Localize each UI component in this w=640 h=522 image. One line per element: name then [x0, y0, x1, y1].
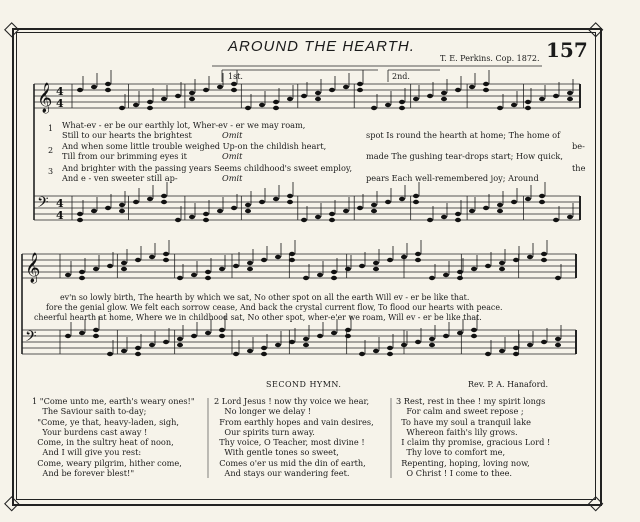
staff-1-treble-note-33 — [539, 97, 545, 101]
staff-2-bass-clef: 𝄢 — [25, 328, 37, 349]
staff-2-treble-note-32 — [513, 258, 519, 262]
staff-1-treble-chord-note-17 — [315, 97, 321, 101]
corner-ornament-tr: ◇ — [588, 16, 604, 40]
staff-2-bass-note-29 — [471, 328, 477, 332]
staff-1-bass-note-33 — [539, 194, 545, 198]
staff-1-bass-note-21 — [371, 203, 377, 207]
staff-2-bass-note-32 — [513, 346, 519, 350]
staff-1-treble-clef: 𝄞 — [37, 83, 53, 113]
staff-2-bass-note-27 — [443, 334, 449, 338]
staff-2-treble-note-20 — [345, 267, 351, 271]
staff-1-treble-note-9 — [203, 88, 209, 92]
staff-2-treble-note-6 — [149, 255, 155, 259]
staff-1-bass-note-8 — [189, 215, 195, 219]
staff-2-treble-chord-note-34 — [541, 258, 547, 262]
omit-marker-2: Omit — [222, 151, 243, 161]
staff-2-treble-note-16 — [289, 252, 295, 256]
staff-1-treble-note-2 — [105, 82, 111, 86]
staff-1-bass-chord-note-15 — [287, 200, 293, 204]
staff-1-treble-note-13 — [259, 103, 265, 107]
staff-1-bass-note-16 — [301, 218, 307, 222]
lyric-s2-line-2: fore the genial glow. We felt each sorrow cease, And back the crystal current flow, To flood our hearts with peace. — [46, 303, 503, 312]
staff-1-treble-note-14 — [273, 100, 279, 104]
corner-ornament-tl: ◇ — [4, 16, 20, 40]
staff-1-treble-note-29 — [483, 82, 489, 86]
staff-2-treble-note-29 — [471, 267, 477, 271]
staff-2-bass-chord-note-35 — [555, 343, 561, 347]
staff-1-treble-note-35 — [567, 91, 573, 95]
staff-2-bass-note-4 — [121, 349, 127, 353]
staff-1-bass-chord-note-9 — [203, 218, 209, 222]
staff-2-treble-chord-note-25 — [415, 258, 421, 262]
staff-2-treble-note-15 — [275, 255, 281, 259]
staff-2-bass-note-7 — [163, 340, 169, 344]
staff-1-bass-time-top: 4 — [56, 197, 64, 210]
staff-2-bass-note-20 — [345, 328, 351, 332]
staff-1-treble-note-22 — [385, 103, 391, 107]
lyric-s1-ending-1: spot Is round the hearth at home; The home of — [366, 130, 561, 140]
staff-1-bass-note-12 — [245, 203, 251, 207]
staff-1-bass-note-32 — [525, 197, 531, 201]
staff-2-bass-note-0 — [65, 334, 71, 338]
staff-1-bass-note-6 — [161, 194, 167, 198]
staff-2-bass-note-22 — [373, 349, 379, 353]
staff-1-treble-note-34 — [553, 94, 559, 98]
staff-1-bass-chord-note-27 — [455, 218, 461, 222]
staff-1-bass-note-13 — [259, 200, 265, 204]
staff-2-bass-note-6 — [149, 343, 155, 347]
staff-1-bass-note-29 — [483, 206, 489, 210]
staff-1-bass-note-28 — [469, 209, 475, 213]
second-hymn-verse-1: 1 "Come unto me, earth's weary ones!" The Saviour saith to-day; "Come, ye that, heavy-laden, sigh, Your burdens cast away ! Come, in the sultry heat of noon, And I will give you rest: Come, weary pilgrim, hither come, And be forever blest!" — [32, 396, 195, 479]
staff-1-bass-note-4 — [133, 200, 139, 204]
staff-2-treble-chord-note-13 — [247, 267, 253, 271]
staff-2-bass-note-23 — [387, 346, 393, 350]
staff-2-treble-note-28 — [457, 270, 463, 274]
staff-1-bass-note-5 — [147, 197, 153, 201]
staff-1-treble-note-11 — [231, 82, 237, 86]
staff-1-treble-note-4 — [133, 103, 139, 107]
staff-2-treble-note-12 — [233, 264, 239, 268]
staff-1-bass-note-1 — [91, 209, 97, 213]
staff-2-bass-chord-note-5 — [135, 352, 141, 356]
staff-1-treble-chord-note-32 — [525, 106, 531, 110]
staff-2-bass-chord-note-2 — [93, 334, 99, 338]
staff-2-bass-chord-note-32 — [513, 352, 519, 356]
staff-2-treble-chord-note-10 — [205, 276, 211, 280]
staff-2-treble-note-19 — [331, 270, 337, 274]
staff-2-bass-note-18 — [317, 334, 323, 338]
staff-1-treble-note-12 — [245, 106, 251, 110]
staff-1-treble-note-0 — [77, 88, 83, 92]
staff-2-treble-note-8 — [177, 276, 183, 280]
staff-1-bass-note-27 — [455, 212, 461, 216]
staff-2-treble-note-11 — [219, 267, 225, 271]
lyric-s2-line-1: ev'n so lowly birth, The hearth by which we sat, No other spot on all the earth Will ev - er be like that. — [60, 293, 470, 302]
staff-1-treble-note-10 — [217, 85, 223, 89]
staff-1-bass-note-17 — [315, 215, 321, 219]
lyric-s1-hyphen-1: be- — [572, 141, 585, 151]
staff-1-treble-time-top: 4 — [56, 85, 64, 98]
staff-2-treble-note-1 — [79, 270, 85, 274]
staff-1-bass-clef: 𝄢 — [37, 194, 49, 215]
staff-2-treble-chord-note-22 — [373, 267, 379, 271]
staff-2-treble-chord-note-31 — [499, 267, 505, 271]
staff-2-treble-note-24 — [401, 255, 407, 259]
staff-1-treble-note-15 — [287, 97, 293, 101]
staff-1-treble-chord-note-14 — [273, 106, 279, 110]
staff-2-treble-note-25 — [415, 252, 421, 256]
staff-1-bass-chord-note-21 — [371, 209, 377, 213]
staff-2-bass-note-16 — [289, 340, 295, 344]
staff-2-treble-note-34 — [541, 252, 547, 256]
staff-1-bass-note-26 — [441, 215, 447, 219]
lyric-s1-line-2: Still to our hearts the brightest — [62, 130, 192, 140]
staff-2-bass-note-2 — [93, 328, 99, 332]
staff-2-bass-note-17 — [303, 337, 309, 341]
staff-1-bass-note-15 — [287, 194, 293, 198]
staff-1-bass-note-14 — [273, 197, 279, 201]
staff-1-bass-time-bottom: 4 — [56, 209, 64, 222]
staff-1-bass-chord-note-24 — [413, 200, 419, 204]
staff-2-treble-clef: 𝄞 — [25, 253, 41, 283]
staff-1-bass-note-34 — [553, 218, 559, 222]
omit-marker-1: Omit — [222, 130, 243, 140]
staff-1-treble-note-23 — [399, 100, 405, 104]
lyric-s1-hyphen-2: the — [572, 163, 586, 173]
staff-2-bass-note-10 — [205, 331, 211, 335]
staff-2-bass-chord-note-20 — [345, 334, 351, 338]
second-hymn-author: Rev. P. A. Hanaford. — [468, 380, 549, 389]
staff-1-treble-note-27 — [455, 88, 461, 92]
staff-2-bass-note-28 — [457, 331, 463, 335]
staff-2-bass-note-21 — [359, 352, 365, 356]
staff-1-treble-chord-note-23 — [399, 106, 405, 110]
staff-2-treble-note-33 — [527, 255, 533, 259]
staff-1-bass-note-31 — [511, 200, 517, 204]
staff-2-treble-chord-note-16 — [289, 258, 295, 262]
lyric-s1-line-3: And when some little trouble weighed Up-on the childish heart, — [62, 141, 327, 151]
lyric-s1-ending-2: made The gushing tear-drops start; How quick, — [366, 151, 563, 161]
staff-1-bass-chord-note-12 — [245, 209, 251, 213]
second-hymn-verse-3: 3 Rest, rest in thee ! my spirit longs For calm and sweet repose ; To have my soul a tranquil lake Whereon faith's lily grows. I claim thy promise, gracious Lord ! Thy love to comfort me, Repenting, hoping, loving now, O Christ ! I come to thee. — [396, 396, 551, 479]
staff-2-bass-note-9 — [191, 334, 197, 338]
staff-1-treble-note-19 — [343, 85, 349, 89]
verse-number-3: 3 — [48, 167, 54, 176]
staff-2-treble-chord-note-1 — [79, 276, 85, 280]
staff-1-treble-chord-note-11 — [231, 88, 237, 92]
staff-2-treble-note-3 — [107, 264, 113, 268]
omit-marker-3: Omit — [222, 173, 243, 183]
staff-1-treble-chord-note-20 — [357, 88, 363, 92]
staff-1-bass-note-25 — [427, 218, 433, 222]
hymn-title: AROUND THE HEARTH. — [228, 38, 415, 55]
staff-2-treble-note-35 — [555, 276, 561, 280]
staff-1-treble-note-16 — [301, 94, 307, 98]
staff-1-bass-note-2 — [105, 206, 111, 210]
staff-1-treble-note-21 — [371, 106, 377, 110]
lyric-s1-ending-3: pears Each well-remembered joy; Around — [366, 173, 539, 183]
staff-1-treble-chord-note-8 — [189, 97, 195, 101]
staff-2-treble-note-9 — [191, 273, 197, 277]
staff-2-bass-note-3 — [107, 352, 113, 356]
staff-1-treble-note-30 — [497, 106, 503, 110]
staff-2-treble-note-26 — [429, 276, 435, 280]
staff-1-treble-note-3 — [119, 106, 125, 110]
staff-2-treble-note-27 — [443, 273, 449, 277]
verse-number-2: 2 — [48, 146, 54, 155]
hymn-author: T. E. Perkins. Cop. 1872. — [440, 54, 540, 63]
staff-2-bass-note-35 — [555, 337, 561, 341]
staff-2-treble-note-2 — [93, 267, 99, 271]
staff-2-treble-note-0 — [65, 273, 71, 277]
volta-second-label: 2nd. — [392, 72, 410, 81]
staff-2-treble-note-13 — [247, 261, 253, 265]
staff-2-treble-chord-note-19 — [331, 276, 337, 280]
staff-1-treble-note-31 — [511, 103, 517, 107]
lyric-s1-line-5: And brighter with the passing years Seems childhood's sweet employ, — [62, 163, 353, 173]
staff-2-bass-note-11 — [219, 328, 225, 332]
staff-1-bass-note-9 — [203, 212, 209, 216]
staff-2-treble-note-31 — [499, 261, 505, 265]
staff-2-bass-note-24 — [401, 343, 407, 347]
staff-2-treble-note-7 — [163, 252, 169, 256]
lyric-s1-line-1: What-ev - er be our earthly lot, Wher-ev - er we may roam, — [62, 120, 306, 130]
staff-2-treble-note-17 — [303, 276, 309, 280]
staff-2-treble-chord-note-4 — [121, 267, 127, 271]
staff-1-treble-note-1 — [91, 85, 97, 89]
staff-1-treble-note-18 — [329, 88, 335, 92]
staff-1-treble-note-7 — [175, 94, 181, 98]
staff-1-bass-note-20 — [357, 206, 363, 210]
staff-2-bass-note-8 — [177, 337, 183, 341]
staff-1-treble-chord-note-26 — [441, 97, 447, 101]
staff-2-bass-chord-note-14 — [261, 352, 267, 356]
staff-1-treble-chord-note-29 — [483, 88, 489, 92]
lyric-s1-line-4: Till from our brimming eyes it — [62, 151, 187, 161]
staff-1-treble-note-6 — [161, 97, 167, 101]
lyric-s1-line-6: And e - ven sweeter still ap- — [62, 173, 178, 183]
lyric-s2-line-3: cheerful hearth at home, Where we in childhood sat, No other spot, wher-e'er we roam, Will ev - er be like that. — [34, 313, 482, 322]
staff-2-treble-note-18 — [317, 273, 323, 277]
staff-1-treble-note-28 — [469, 85, 475, 89]
staff-1-bass-note-7 — [175, 218, 181, 222]
staff-1-treble-chord-note-35 — [567, 97, 573, 101]
second-hymn-title: SECOND HYMN. — [266, 380, 342, 389]
staff-1-treble-chord-note-5 — [147, 106, 153, 110]
staff-1-bass-chord-note-33 — [539, 200, 545, 204]
staff-1-bass-note-3 — [119, 203, 125, 207]
staff-2-treble-note-14 — [261, 258, 267, 262]
staff-2-treble-chord-note-7 — [163, 258, 169, 262]
staff-1-bass-note-22 — [385, 200, 391, 204]
staff-2-bass-chord-note-17 — [303, 343, 309, 347]
staff-2-bass-note-25 — [415, 340, 421, 344]
staff-2-treble-note-23 — [387, 258, 393, 262]
verse-number-1: 1 — [48, 124, 54, 133]
staff-2-bass-chord-note-8 — [177, 343, 183, 347]
staff-2-bass-note-5 — [135, 346, 141, 350]
staff-1-treble-note-20 — [357, 82, 363, 86]
staff-2-treble-note-4 — [121, 261, 127, 265]
staff-2-bass-note-30 — [485, 352, 491, 356]
volta-first-label: 1st. — [228, 72, 243, 81]
staff-1-bass-note-18 — [329, 212, 335, 216]
staff-1-bass-chord-note-0 — [77, 218, 83, 222]
staff-2-bass-note-13 — [247, 349, 253, 353]
page-number: 157 — [546, 38, 588, 62]
staff-1-bass-chord-note-3 — [119, 209, 125, 213]
corner-ornament-br: ◇ — [588, 490, 604, 514]
staff-2-bass-note-26 — [429, 337, 435, 341]
staff-2-bass-chord-note-29 — [471, 334, 477, 338]
staff-2-treble-chord-note-28 — [457, 276, 463, 280]
staff-1-treble-note-17 — [315, 91, 321, 95]
staff-1-bass-chord-note-30 — [497, 209, 503, 213]
staff-1-bass-note-0 — [77, 212, 83, 216]
staff-1-treble-note-8 — [189, 91, 195, 95]
staff-2-bass-note-15 — [275, 343, 281, 347]
staff-2-bass-note-1 — [79, 331, 85, 335]
staff-1-bass-note-30 — [497, 203, 503, 207]
staff-2-bass-chord-note-26 — [429, 343, 435, 347]
staff-1-treble-chord-note-2 — [105, 88, 111, 92]
staff-1-bass-chord-note-6 — [161, 200, 167, 204]
staff-2-bass-note-14 — [261, 346, 267, 350]
staff-2-treble-note-22 — [373, 261, 379, 265]
staff-1-bass-note-10 — [217, 209, 223, 213]
staff-1-bass-note-24 — [413, 194, 419, 198]
staff-1-bass-note-23 — [399, 197, 405, 201]
staff-1-treble-note-32 — [525, 100, 531, 104]
staff-2-bass-note-34 — [541, 340, 547, 344]
staff-1-treble-note-24 — [413, 97, 419, 101]
staff-2-treble-note-30 — [485, 264, 491, 268]
staff-1-treble-time-bottom: 4 — [56, 97, 64, 110]
staff-1-bass-chord-note-18 — [329, 218, 335, 222]
staff-2-bass-note-33 — [527, 343, 533, 347]
staff-1-bass-note-35 — [567, 215, 573, 219]
staff-2-treble-note-5 — [135, 258, 141, 262]
staff-2-bass-note-12 — [233, 352, 239, 356]
second-hymn-verse-2: 2 Lord Jesus ! now thy voice we hear, No longer we delay ! From earthly hopes and vain desires, Our spirits turn away. Thy voice, O Teacher, most divine ! With gentle tones so sweet, Comes o'er us mid the din of earth, And stays our wandering feet. — [214, 396, 374, 479]
staff-1-bass-note-19 — [343, 209, 349, 213]
staff-2-treble-note-10 — [205, 270, 211, 274]
staff-1-treble-note-26 — [441, 91, 447, 95]
corner-ornament-bl: ◇ — [4, 490, 20, 514]
staff-1-treble-note-25 — [427, 94, 433, 98]
staff-2-bass-chord-note-11 — [219, 334, 225, 338]
staff-2-treble-note-21 — [359, 264, 365, 268]
staff-2-bass-note-31 — [499, 349, 505, 353]
staff-1-bass-note-11 — [231, 206, 237, 210]
staff-2-bass-chord-note-23 — [387, 352, 393, 356]
staff-2-bass-note-19 — [331, 331, 337, 335]
staff-1-treble-note-5 — [147, 100, 153, 104]
